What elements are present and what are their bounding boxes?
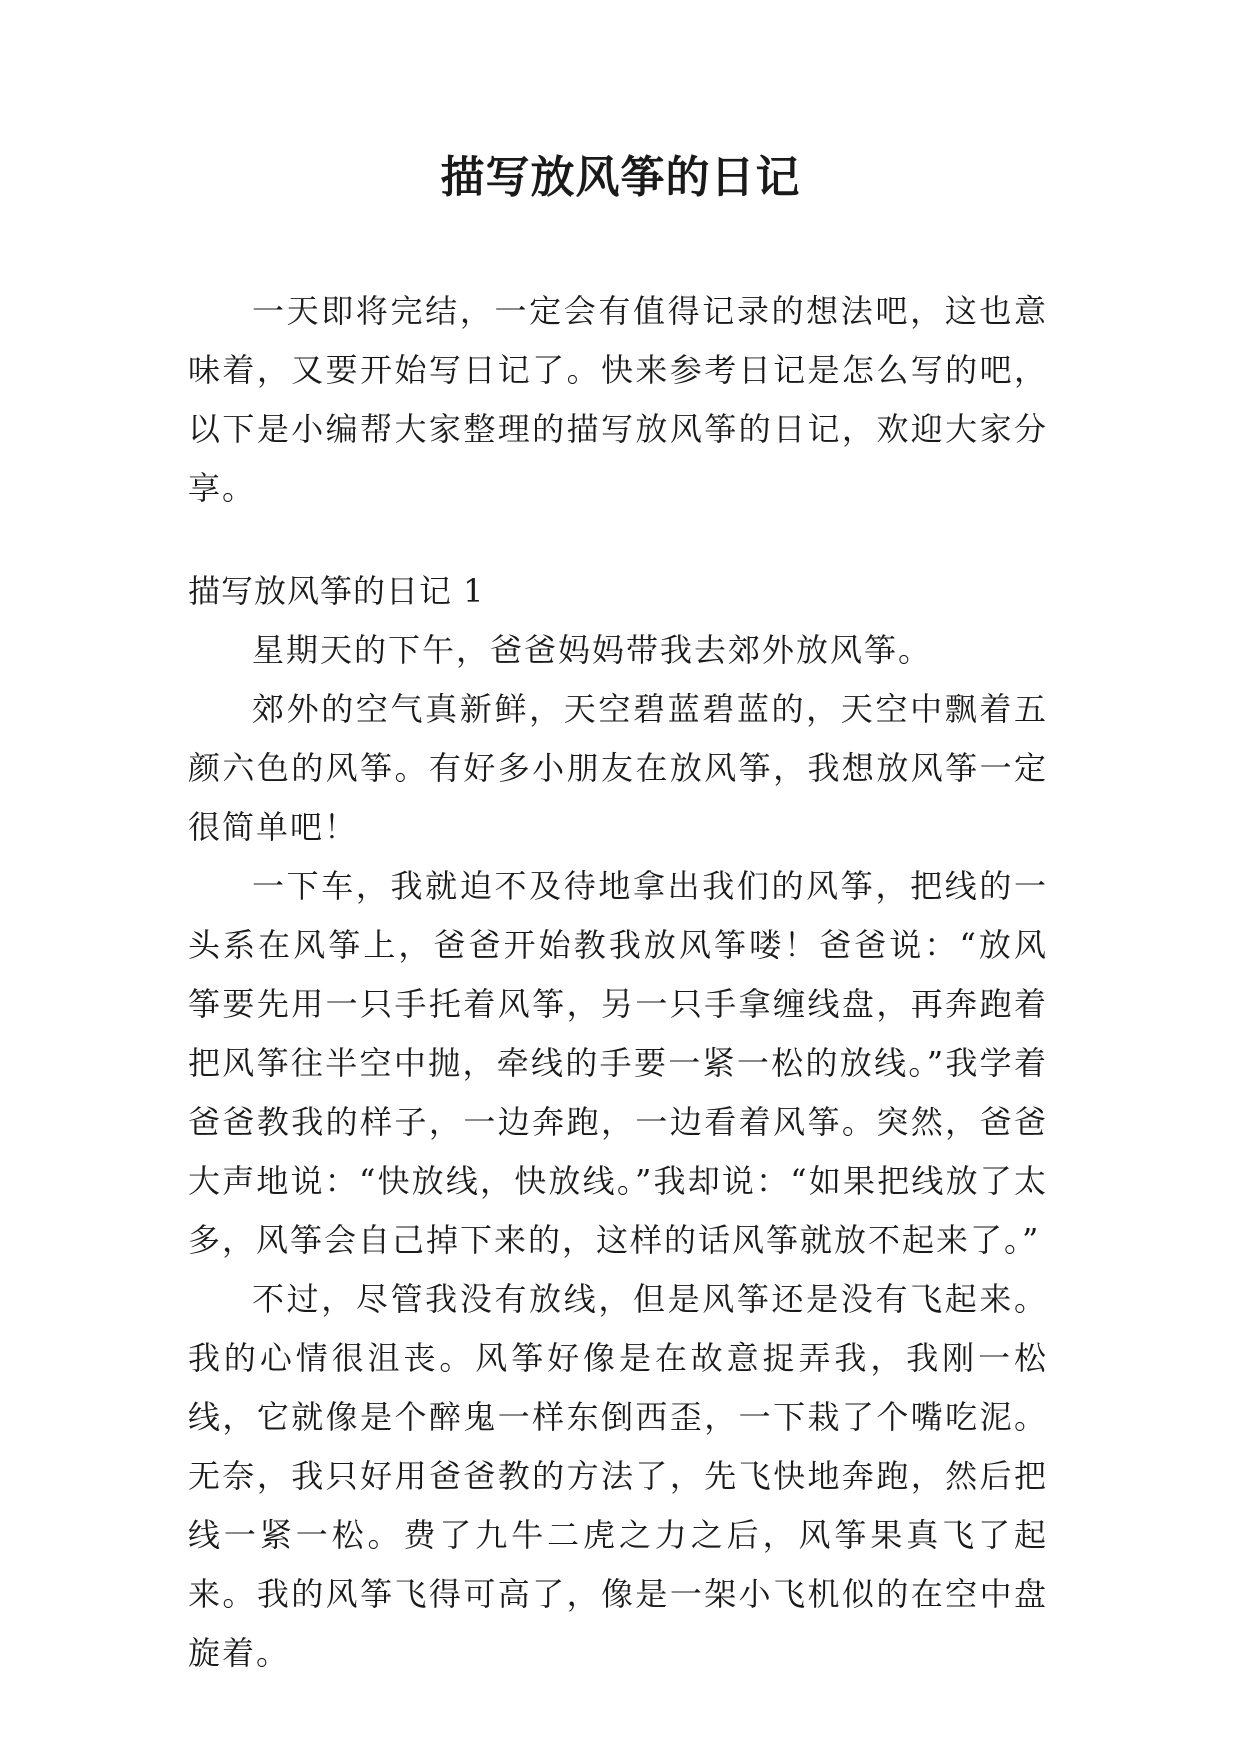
body-paragraph-2: 郊外的空气真新鲜，天空碧蓝碧蓝的，天空中飘着五颜六色的风筝。有好多小朋友在放风筝，我想放风筝一定很简单吧！ xyxy=(188,690,1048,846)
section-heading: 描写放风筝的日记 1 xyxy=(188,572,485,610)
section-gap xyxy=(188,518,1048,562)
intro-paragraph: 一天即将完结，一定会有值得记录的想法吧，这也意味着，又要开始写日记了。快来参考日记是怎么写的吧，以下是小编帮大家整理的描写放风筝的日记，欢迎大家分享。 xyxy=(188,292,1048,507)
body-paragraph-1: 星期天的下午，爸爸妈妈带我去郊外放风筝。 xyxy=(252,631,933,669)
body-paragraph-4: 不过，尽管我没有放线，但是风筝还是没有飞起来。我的心情很沮丧。风筝好像是在故意捉弄我，我刚一松线，它就像是个醉鬼一样东倒西歪，一下栽了个嘴吃泥。无奈，我只好用爸爸教的方法了，先飞快地奔跑，然后把线一紧一松。费了九牛二虎之力之后，风筝果真飞了起来。我的风筝飞得可高了，像是一架小飞机似的在空中盘旋着。 xyxy=(188,1280,1048,1672)
document-title: 描写放风筝的日记 xyxy=(440,152,801,203)
body-paragraph-3: 一下车，我就迫不及待地拿出我们的风筝，把线的一头系在风筝上，爸爸开始教我放风筝喽！爸爸说：“放风筝要先用一只手托着风筝，另一只手拿缠线盘，再奔跑着把风筝往半空中抛，牵线的手要一紧一松的放线。”我学着爸爸教我的样子，一边奔跑，一边看着风筝。突然，爸爸大声地说：“快放线，快放线。”我却说：“如果把线放了太多，风筝会自己掉下来的，这样的话风筝就放不起来了。” xyxy=(188,867,1048,1259)
document-body xyxy=(188,282,1048,1683)
